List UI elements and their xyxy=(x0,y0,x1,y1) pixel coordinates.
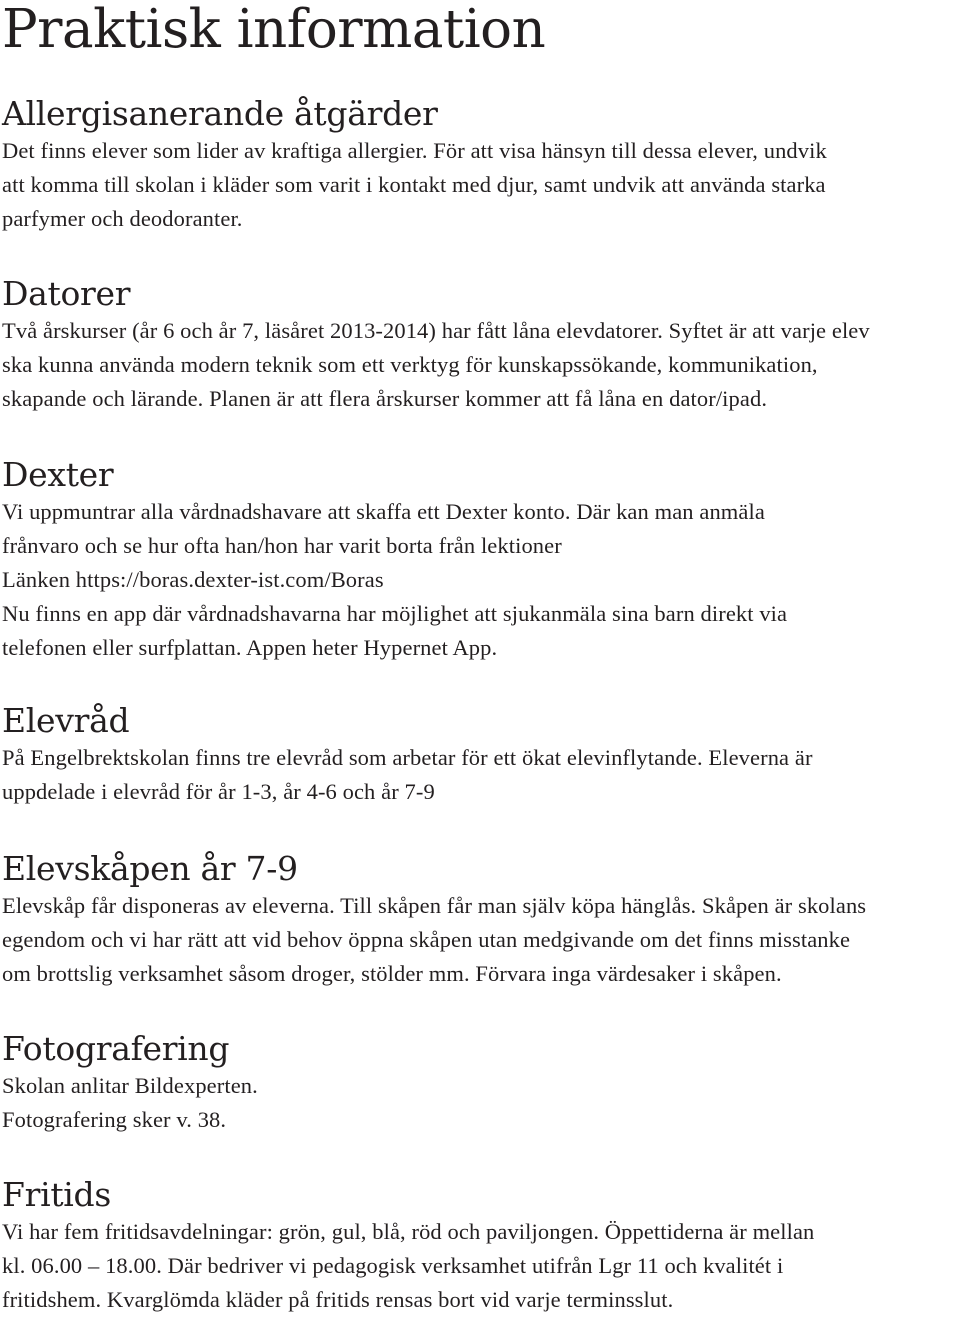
section-datorer xyxy=(2,274,870,416)
text-line: Fotografering sker v. 38. xyxy=(2,1107,227,1132)
section-elevskap xyxy=(2,849,866,991)
text-line: telefonen eller surfplattan. Appen heter Hypernet App. xyxy=(2,635,498,660)
text-line: skapande och lärande. Planen är att flera årskurser kommer att få låna en dator/ipad. xyxy=(2,386,768,411)
text-line: Vi uppmuntrar alla vårdnadshavare att skaffa ett Dexter konto. Där kan man anmäla xyxy=(2,499,765,524)
text-line: Nu finns en app där vårdnadshavarna har möjlighet att sjukanmäla sina barn direkt via xyxy=(2,601,788,626)
section-heading-fritids: Fritids xyxy=(2,1175,112,1214)
section-heading-foto: Fotografering xyxy=(2,1029,230,1068)
text-line: Elevskåp får disponeras av eleverna. Till skåpen får man själv köpa hänglås. Skåpen är skolans xyxy=(2,893,867,918)
text-line: om brottslig verksamhet såsom droger, stölder mm. Förvara inga värdesaker i skåpen. xyxy=(2,961,782,986)
section-fritids xyxy=(2,1175,814,1317)
text-line: frånvaro och se hur ofta han/hon har varit borta från lektioner xyxy=(2,533,562,558)
dexter-link-line: Länken https://boras.dexter-ist.com/Boras xyxy=(2,567,384,592)
paragraph-dexter xyxy=(2,495,787,665)
section-allergi xyxy=(2,94,827,236)
section-heading-datorer: Datorer xyxy=(2,274,131,313)
text-line: Två årskurser (år 6 och år 7, läsåret 2013-2014) har fått låna elevdatorer. Syftet är att varje elev xyxy=(2,318,870,343)
text-line: uppdelade i elevråd för år 1-3, år 4-6 och år 7-9 xyxy=(2,779,435,804)
text-line: Det finns elever som lider av kraftiga allergier. För att visa hänsyn till dessa elever, undvik xyxy=(2,138,827,163)
paragraph-allergi xyxy=(2,134,827,236)
text-line: På Engelbrektskolan finns tre elevråd som arbetar för ett ökat elevinflytande. Eleverna är xyxy=(2,745,813,770)
section-heading-elevskap: Elevskåpen år 7-9 xyxy=(2,849,298,888)
text-line: fritidshem. Kvarglömda kläder på fritids rensas bort vid varje terminsslut. xyxy=(2,1287,674,1312)
page-title: Praktisk information xyxy=(2,0,546,60)
paragraph-foto xyxy=(2,1069,258,1137)
text-line: Vi har fem fritidsavdelningar: grön, gul, blå, röd och paviljongen. Öppettiderna är mellan xyxy=(2,1219,815,1244)
text-line: att komma till skolan i kläder som varit i kontakt med djur, samt undvik att använda starka xyxy=(2,172,826,197)
paragraph-datorer xyxy=(2,314,870,416)
text-line: Skolan anlitar Bildexperten. xyxy=(2,1073,258,1098)
section-elevrad xyxy=(2,701,813,809)
paragraph-elevskap xyxy=(2,889,866,991)
text-line: egendom och vi har rätt att vid behov öppna skåpen utan medgivande om det finns misstanke xyxy=(2,927,851,952)
section-heading-elevrad: Elevråd xyxy=(2,701,130,740)
text-line: kl. 06.00 – 18.00. Där bedriver vi pedagogisk verksamhet utifrån Lgr 11 och kvalitét i xyxy=(2,1253,784,1278)
page-title-wrap xyxy=(2,0,545,60)
paragraph-elevrad xyxy=(2,741,813,809)
paragraph-fritids xyxy=(2,1215,814,1317)
text-line: parfymer och deodoranter. xyxy=(2,206,243,231)
section-heading-dexter: Dexter xyxy=(2,455,114,494)
text-line: ska kunna använda modern teknik som ett verktyg för kunskapssökande, kommunikation, xyxy=(2,352,818,377)
section-foto xyxy=(2,1029,258,1137)
section-heading-allergi: Allergisanerande åtgärder xyxy=(2,94,438,133)
section-dexter xyxy=(2,455,787,665)
